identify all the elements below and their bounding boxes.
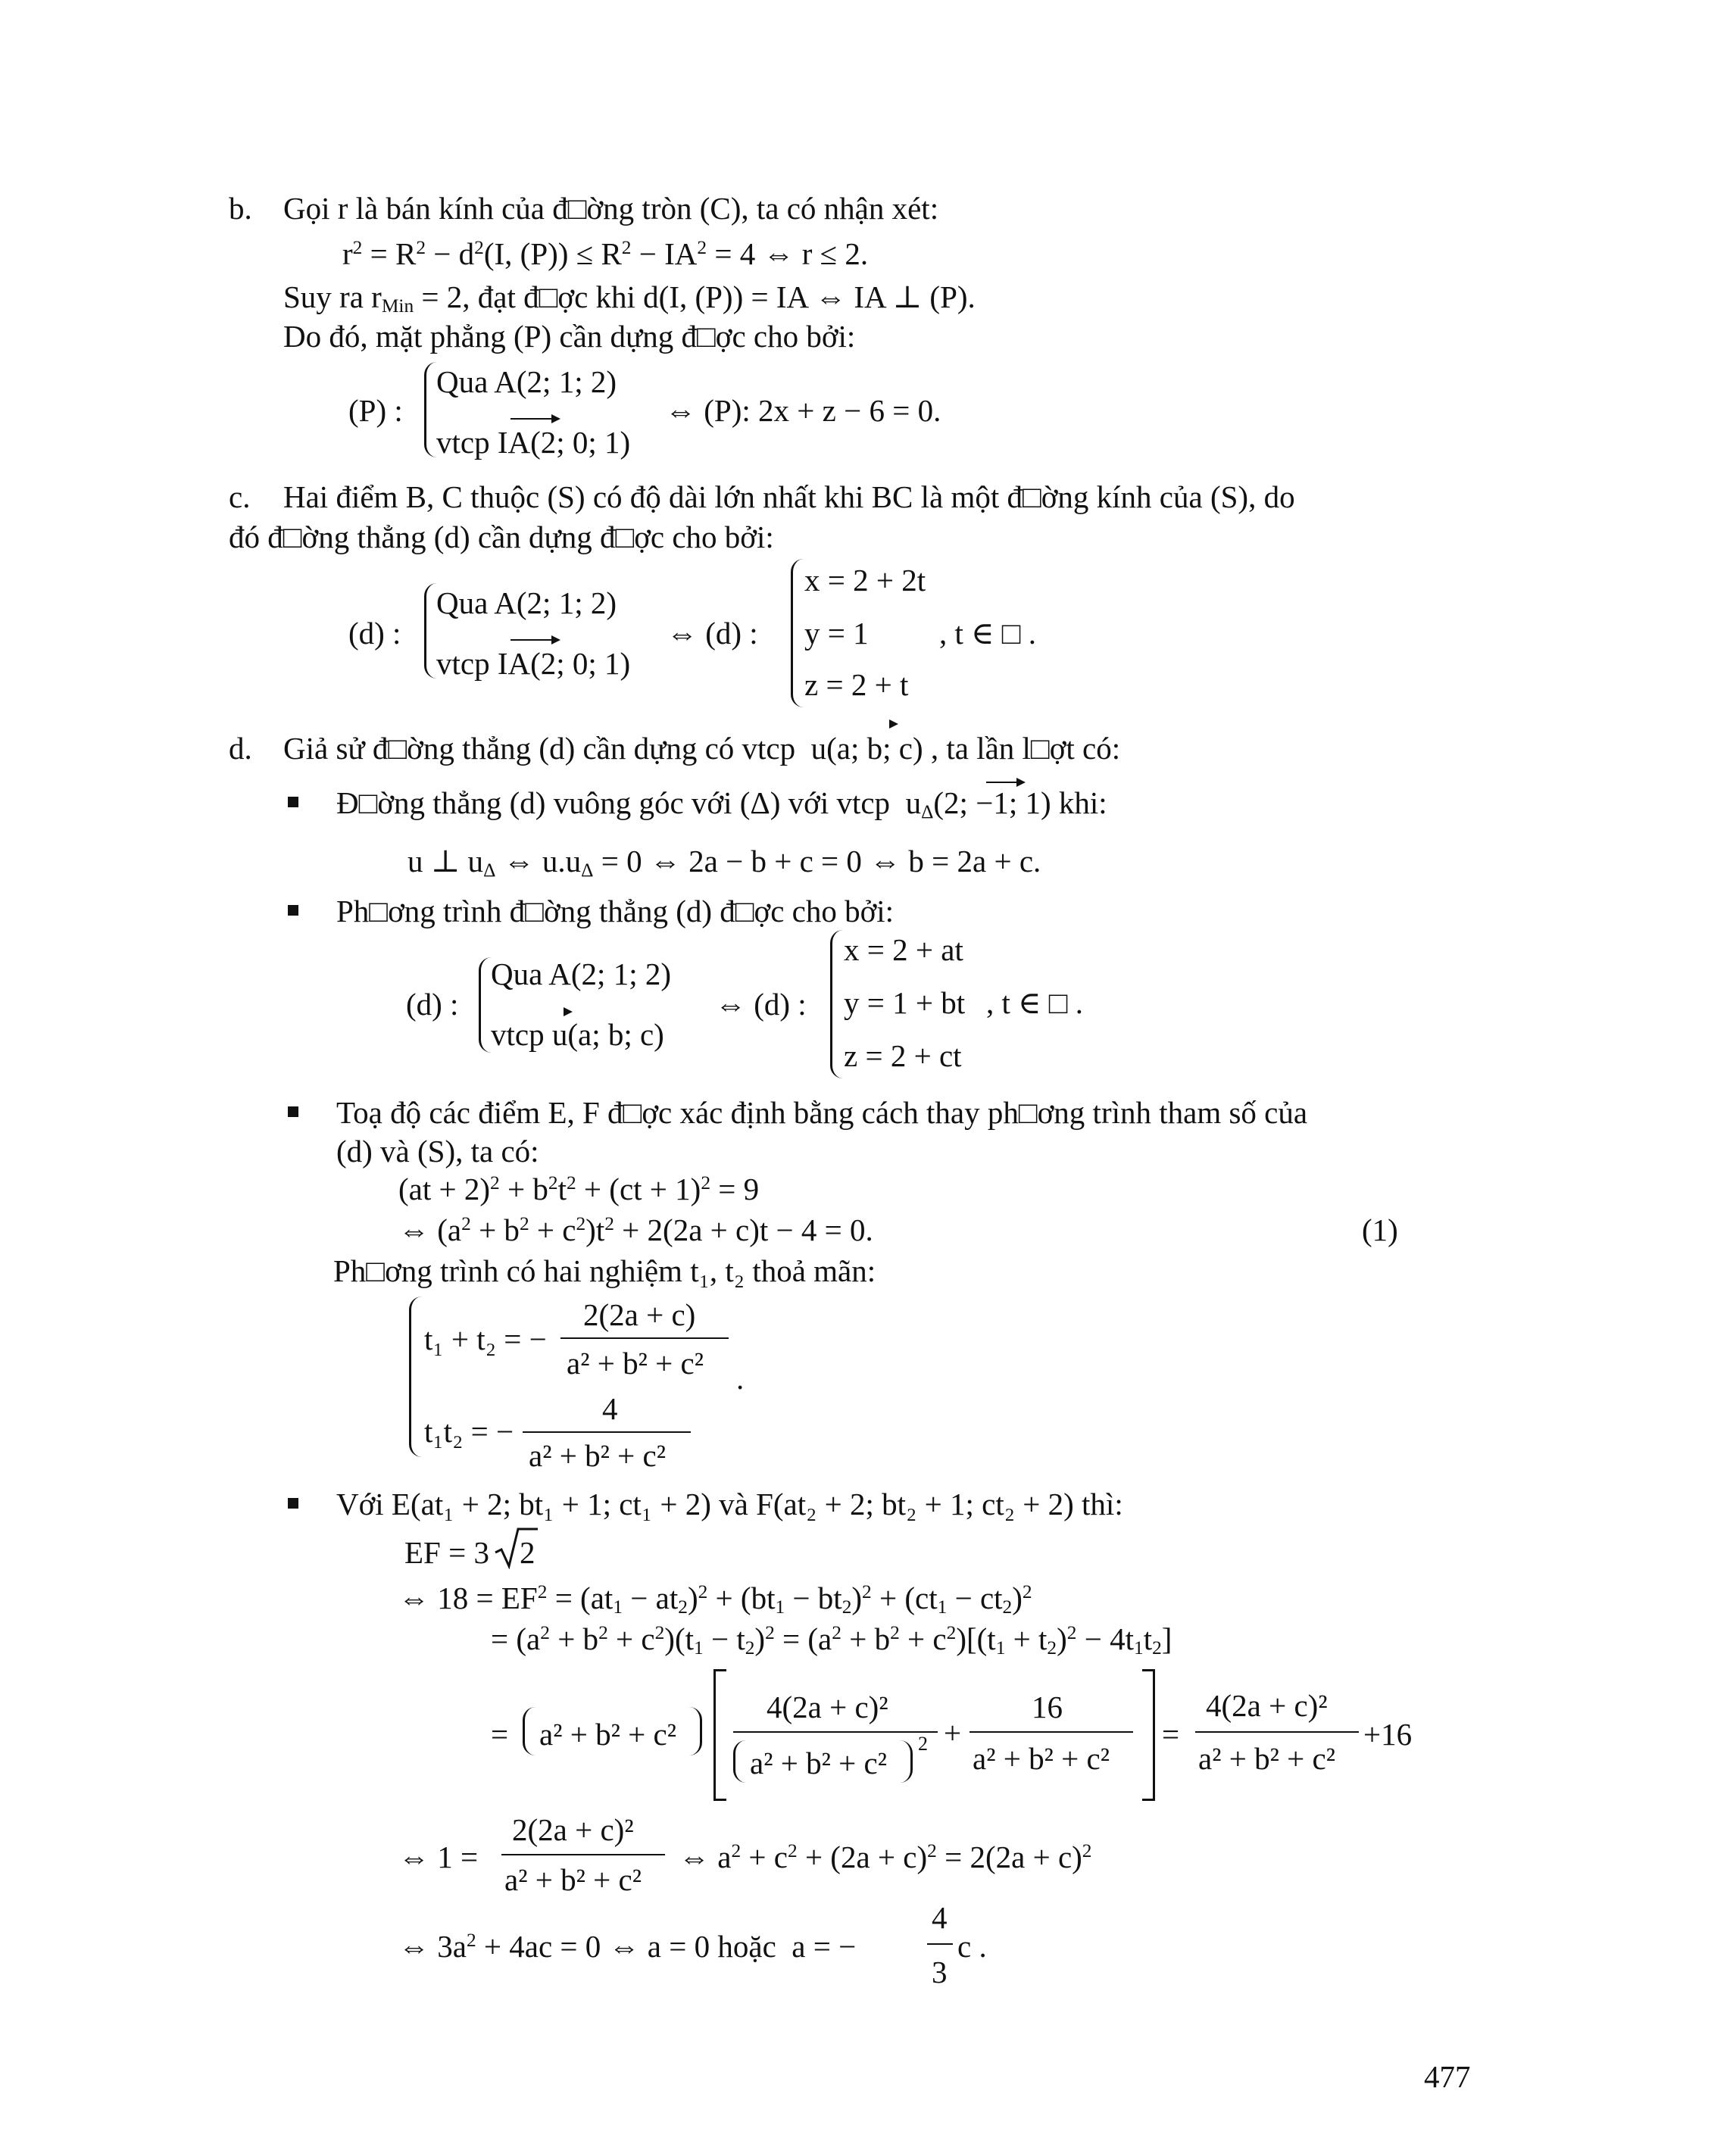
d-f1-paren-left bbox=[733, 1740, 746, 1783]
d-intro: Giả sử đ□ờng thẳng (d) cần dựng có vtcp u(a; b; c) , ta lần l□ợt có: bbox=[283, 731, 1121, 766]
d-f2-den: a² + b² + c² bbox=[973, 1741, 1110, 1776]
d-vtcp-arrow-icon bbox=[564, 1007, 573, 1016]
b-system-brace bbox=[424, 362, 437, 457]
d-ef: EF = 3 bbox=[404, 1535, 489, 1570]
d-final-den: 3 bbox=[932, 1955, 948, 1989]
d-prod-fraction-bar bbox=[523, 1431, 691, 1433]
d-param: , t ∈ □ . bbox=[986, 985, 1084, 1020]
b-vtcp-line: vtcp IA(2; 0; 1) bbox=[436, 425, 631, 460]
d-one-num: 2(2a + c)² bbox=[512, 1812, 634, 1847]
d-b3-l2: (d) và (S), ta có: bbox=[336, 1134, 539, 1169]
d-b2: Ph□ơng trình đ□ờng thẳng (d) đ□ợc cho bởi: bbox=[336, 894, 895, 928]
d-y: y = 1 + bt bbox=[844, 985, 966, 1020]
c-vtcp-line: vtcp IA(2; 0; 1) bbox=[436, 646, 631, 681]
c-param-brace bbox=[791, 559, 804, 707]
d-one-den: a² + b² + c² bbox=[504, 1862, 642, 1897]
d-one-rest: ⇔ $a^2 + c^2 + (2a + c)^2 = 2(2a + c)^2$ bbox=[679, 1840, 1092, 1874]
d-big-eq: = bbox=[491, 1717, 509, 1752]
label-c: c. bbox=[229, 479, 251, 514]
d-qua: Qua A(2; 1; 2) bbox=[491, 956, 671, 991]
d-prod-den: a² + b² + c² bbox=[529, 1438, 667, 1473]
d-f1-den: a² + b² + c² bbox=[750, 1746, 888, 1780]
label-b: b. bbox=[229, 191, 252, 226]
d-prod-left: t₁t₂ = − bbox=[424, 1414, 514, 1449]
d-l18: ⇔ $18 = EF^2 = (at_1 - at_2)^2 + (bt_1 - bt_2)^2 + (ct_1 - ct_2)^2$ bbox=[398, 1581, 1032, 1618]
d-u-arrow-icon bbox=[889, 719, 898, 729]
b-qua: Qua A(2; 1; 2) bbox=[436, 364, 617, 399]
d-perp: u ⊥ $u_\Delta$ ⇔ $u.u_\Delta = 0$ ⇔ 2a − b + c = 0 ⇔ b = 2a + c. bbox=[407, 844, 1041, 882]
d-rhs-plus: +16 bbox=[1363, 1717, 1413, 1752]
d-bracket-right bbox=[1142, 1669, 1155, 1801]
c-param: , t ∈ □ . bbox=[939, 616, 1037, 651]
d-one-fraction-bar bbox=[501, 1854, 665, 1855]
d-z: z = 2 + ct bbox=[844, 1038, 962, 1073]
d-big-paren-left bbox=[523, 1707, 535, 1755]
c-d-label: (d) : bbox=[348, 616, 401, 651]
b-suy-ra: Suy ra $r_{Min} = 2$, đạt đ□ợc khi d(I, (P)) = IA ⇔ IA ⊥ (P). bbox=[283, 279, 976, 317]
d-equiv: ⇔ (d) : bbox=[715, 987, 807, 1022]
b-vector-arrow-icon bbox=[551, 414, 560, 423]
d-prod-num: 4 bbox=[602, 1391, 618, 1426]
d-b1-arrow-icon bbox=[1016, 778, 1026, 787]
d-big-paren-right bbox=[689, 1707, 702, 1755]
bullet-1-icon bbox=[288, 797, 298, 807]
d-x: x = 2 + at bbox=[844, 932, 963, 967]
d-vtcp-line: vtcp u(a; b; c) bbox=[491, 1017, 664, 1052]
d-d-label: (d) : bbox=[406, 987, 459, 1022]
d-dot: . bbox=[736, 1361, 745, 1396]
d-vieta-brace bbox=[409, 1297, 422, 1457]
d-f1-paren-right bbox=[900, 1740, 913, 1783]
d-sqrt2: 2 bbox=[520, 1535, 535, 1570]
b-vector-bar bbox=[510, 418, 554, 420]
d-system-brace bbox=[479, 957, 492, 1053]
d-f1-den-exp: 2 bbox=[918, 1733, 928, 1755]
label-d: d. bbox=[229, 731, 252, 766]
c-z: z = 2 + t bbox=[804, 667, 909, 702]
d-b1: Đ□ờng thẳng (d) vuông góc với (Δ) với vtcp $u_\Delta(2$; −1; 1) khi: bbox=[336, 785, 1107, 823]
c-y: y = 1 bbox=[804, 616, 869, 651]
d-b3-l1: Toạ độ các điểm E, F đ□ợc xác định bằng cách thay ph□ơng trình tham số của bbox=[336, 1095, 1308, 1130]
bullet-4-icon bbox=[288, 1498, 298, 1509]
d-final-b: c . bbox=[957, 1929, 987, 1964]
d-f2-fraction-bar bbox=[969, 1731, 1133, 1733]
c-line2: đó đ□ờng thẳng (d) cần dựng đ□ợc cho bởi: bbox=[229, 520, 774, 554]
d-plus: + bbox=[944, 1715, 962, 1750]
d-sum-den: a² + b² + c² bbox=[567, 1346, 704, 1381]
c-x: x = 2 + 2t bbox=[804, 563, 926, 598]
d-final-num: 4 bbox=[932, 1900, 948, 1935]
d-final-fraction-bar bbox=[927, 1943, 953, 1945]
d-sum-fraction-bar bbox=[560, 1337, 729, 1339]
d-rhs-fraction-bar bbox=[1195, 1731, 1359, 1733]
d-param-brace bbox=[830, 930, 843, 1078]
d-eq-number: (1) bbox=[1362, 1212, 1398, 1247]
d-sum-num: 2(2a + c) bbox=[583, 1297, 696, 1332]
d-rhs-den: a² + b² + c² bbox=[1198, 1741, 1336, 1776]
d-one-eq: ⇔ 1 = bbox=[398, 1840, 479, 1874]
b-p-label: (P) : bbox=[348, 393, 403, 428]
c-vector-bar bbox=[510, 639, 554, 641]
d-big-factor: a² + b² + c² bbox=[539, 1717, 677, 1752]
b-result: ⇔ (P): 2x + z − 6 = 0. bbox=[665, 393, 941, 428]
c-line1: Hai điểm B, C thuộc (S) có độ dài lớn nhất khi BC là một đ□ờng kính của (S), do bbox=[283, 479, 1295, 514]
d-sum-left: t₁ + t₂ = − bbox=[424, 1322, 547, 1356]
d-f2-num: 16 bbox=[1032, 1690, 1063, 1724]
d-f1-num: 4(2a + c)² bbox=[767, 1690, 888, 1724]
c-system-brace bbox=[424, 583, 437, 679]
b-inequality: $r^2 = R^2 - d^2(I$, $(P)) \le R^2 - IA^2 = 4$ ⇔ r ≤ 2. bbox=[342, 236, 869, 271]
c-qua: Qua A(2; 1; 2) bbox=[436, 585, 617, 620]
d-f1-fraction-bar bbox=[733, 1731, 938, 1733]
d-two-roots: Ph□ơng trình có hai nghiệm t₁, t₂ thoả mãn: bbox=[333, 1253, 876, 1288]
b-intro: Gọi r là bán kính của đ□ờng tròn (C), ta có nhận xét: bbox=[283, 191, 939, 226]
c-vector-arrow-icon bbox=[551, 635, 560, 644]
d-lmid: = $(a^2 + b^2 + c^2)(t_1 - t_2)^2 = (a^2 + b^2 + c^2)[(t_1 + t_2)^2 - 4t_1t_2]$ bbox=[491, 1621, 1172, 1659]
c-equiv: ⇔ (d) : bbox=[667, 616, 758, 651]
d-final-a: ⇔ $3a^2 + 4ac = 0$ ⇔ a = 0 hoặc a = − bbox=[398, 1929, 857, 1964]
d-bracket-left bbox=[713, 1669, 726, 1801]
d-rhs-eq: = bbox=[1162, 1717, 1180, 1752]
d-eq-s: $(at + 2)^2 + b^2t^2 + (ct + 1)^2 = 9$ bbox=[398, 1172, 760, 1206]
bullet-3-icon bbox=[288, 1106, 298, 1117]
d-b1-u-bar bbox=[986, 782, 1019, 783]
d-b4: Với E(at₁ + 2; bt₁ + 1; ct₁ + 2) và F(at₂ + 2; bt₂ + 1; ct₂ + 2) thì: bbox=[336, 1487, 1123, 1521]
d-rhs-num: 4(2a + c)² bbox=[1206, 1688, 1328, 1723]
bullet-2-icon bbox=[288, 905, 298, 916]
d-eq-1: ⇔ $(a^2 + b^2 + c^2)t^2 + 2(2a + c)t - 4 = 0$. bbox=[398, 1212, 873, 1247]
b-do-do: Do đó, mặt phẳng (P) cần dựng đ□ợc cho bởi: bbox=[283, 319, 856, 354]
page-number: 477 bbox=[1424, 2059, 1471, 2094]
